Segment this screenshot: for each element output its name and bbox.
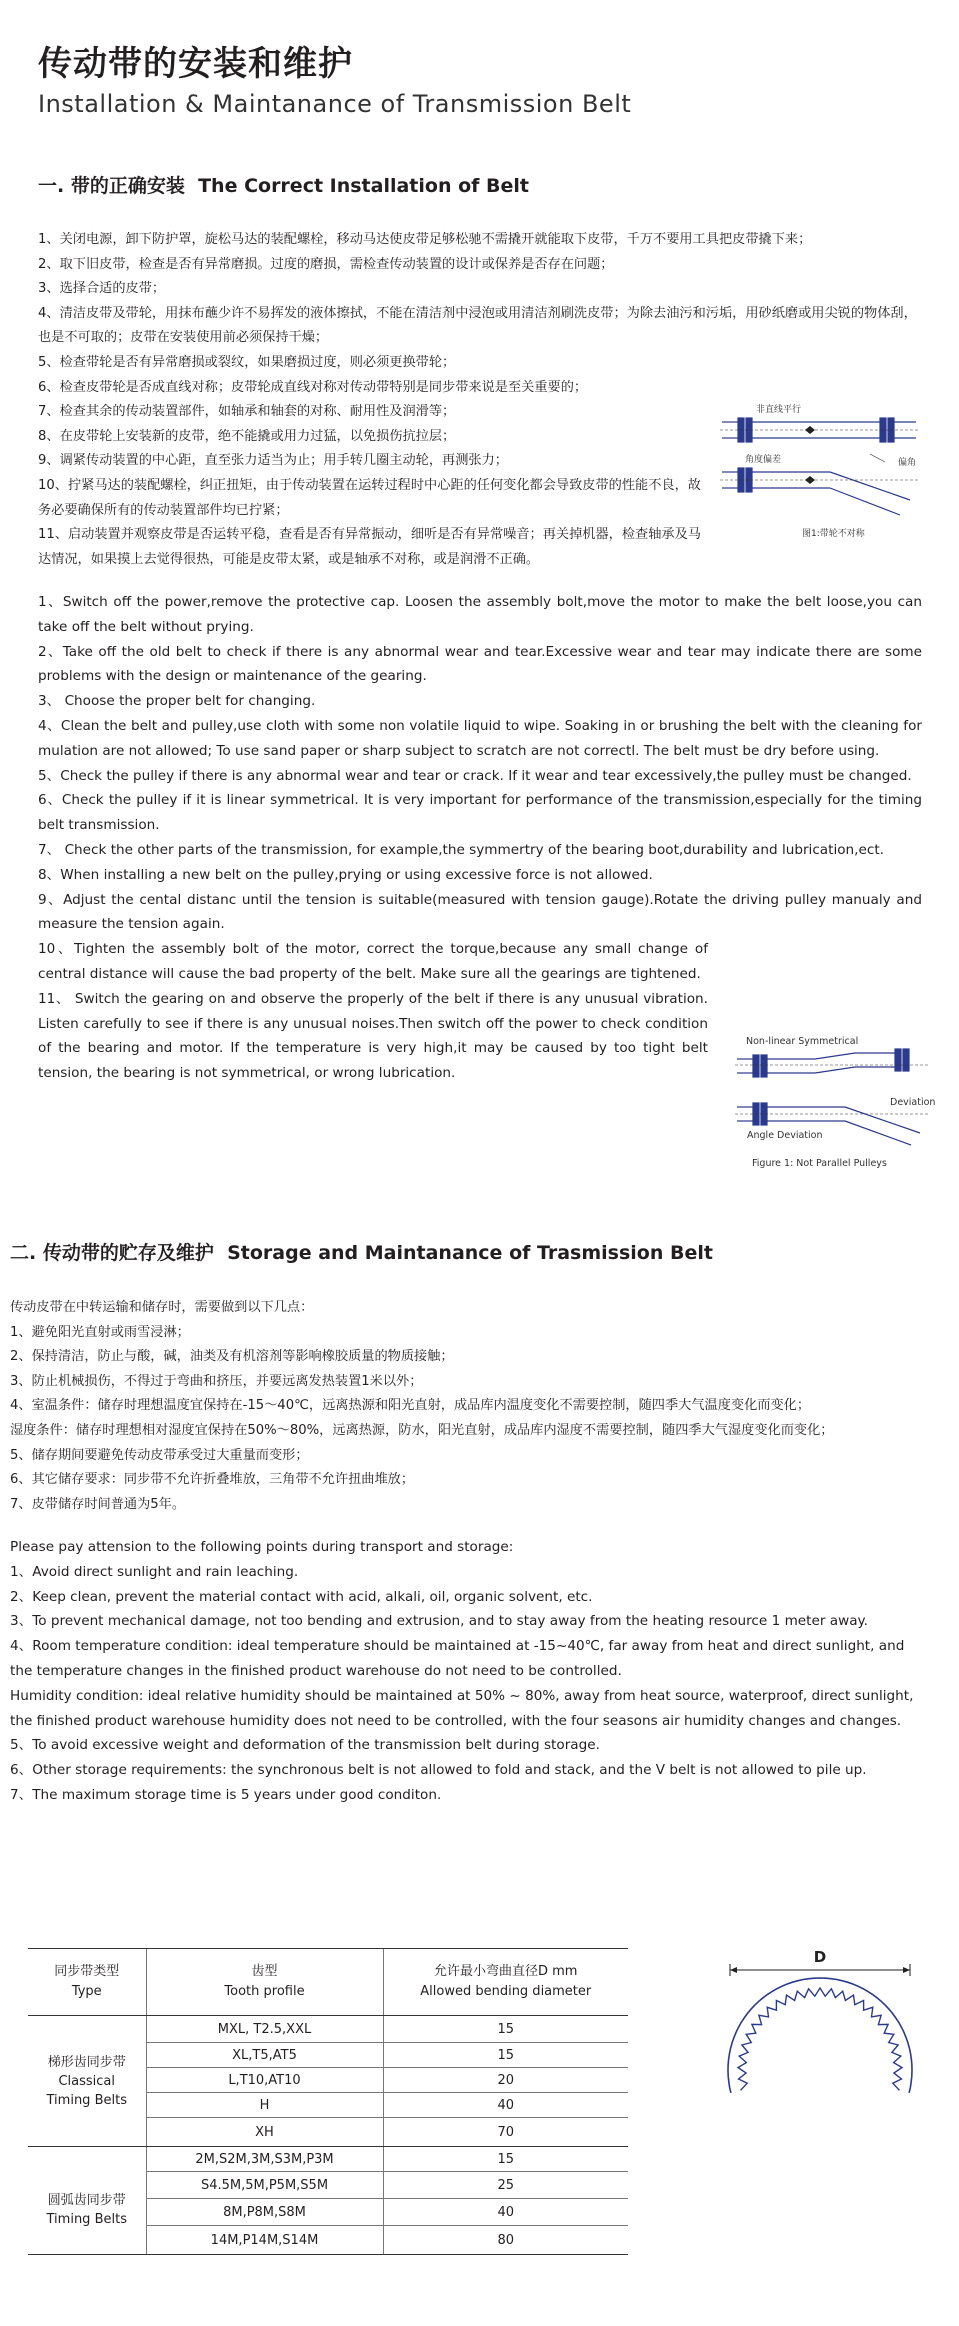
group-name-cn: 梯形齿同步带 [47, 2054, 126, 2070]
list-item: 7、检查其余的传动装置部件，如轴承和轴套的对称、耐用性及润滑等； [38, 404, 456, 420]
profile-cell: XL,T5,AT5 [146, 2043, 383, 2068]
list-item: 1、Switch off the power,remove the protective cap. Loosen the assembly bolt,move the motor to make the belt loose,you can take off the belt without prying. [38, 594, 922, 635]
profile-cell: L,T10,AT10 [146, 2068, 383, 2093]
section2-heading-cn: 二. 传动带的贮存及维护 [10, 1242, 214, 1264]
list-item: 1、Avoid direct sunlight and rain leaching. [10, 1563, 299, 1580]
table-row [28, 2147, 628, 2172]
list-item: 6、检查皮带轮是否成直线对称；皮带轮成直线对称对传动带特别是同步带来说是至关重要的； [38, 379, 588, 395]
list-item: 2、取下旧皮带，检查是否有异常磨损。过度的磨损，需检查传动装置的设计或保养是否存在问题； [38, 256, 614, 272]
list-item: 传动皮带在中转运输和储存时，需要做到以下几点： [10, 1300, 314, 1315]
belt-bending-diagram [710, 1950, 930, 2180]
fig-cn-label-side: 偏角 [898, 458, 917, 468]
section2-heading [10, 1238, 713, 1265]
list-item: 5、Check the pulley if there is any abnormal wear and tear or crack. If it wear and tear excessively,the pulley must be changed. [38, 767, 912, 784]
profile-cell: S4.5M,5M,P5M,S5M [146, 2172, 383, 2199]
group-arc [28, 2147, 146, 2255]
list-item: 8、When installing a new belt on the pulley,prying or using excessive force is not allowed. [38, 866, 653, 883]
list-item: 4、室温条件：储存时理想温度宜保持在-15～40℃，远离热源和阳光直射，成品库内温度变化不需要控制，随四季大气温度变化而变化； [10, 1398, 811, 1414]
list-item: 8、在皮带轮上安装新的皮带，绝不能撬或用力过猛，以免损伤抗拉层； [38, 428, 456, 444]
header-profile-en: Tooth profile [224, 1984, 305, 1999]
profile-cell: 2M,S2M,3M,S3M,P3M [146, 2147, 383, 2172]
diameter-cell: 70 [383, 2118, 628, 2147]
section2-cn-list [10, 1296, 920, 1517]
header-type [28, 1949, 146, 2016]
list-item: 5、检查带轮是否有异常磨损或裂纹，如果磨损过度，则必须更换带轮； [38, 354, 456, 370]
section2-heading-en: Storage and Maintanance of Trasmission Belt [227, 1242, 713, 1264]
list-item: 7、The maximum storage time is 5 years under good conditon. [10, 1786, 442, 1803]
group-name-en: Classical [58, 2073, 116, 2089]
pulley-diagram-cn [720, 400, 920, 540]
fig-en-label-top: Non-linear Symmetrical [746, 1036, 859, 1047]
list-item: 3、 Choose the proper belt for changing. [38, 693, 316, 710]
list-item: 9、Adjust the cental distanc until the tension is suitable(measured with tension gauge).Rotate the driving pulley manualy and measure the tension again. [38, 891, 922, 933]
header-profile-cn: 齿型 [251, 1964, 278, 1979]
list-item: 6、Other storage requirements: the synchronous belt is not allowed to fold and stack, and the V belt is not allowed to pile up. [10, 1762, 867, 1779]
list-item: 4、清洁皮带及带轮，用抹布蘸少许不易挥发的液体擦拭，不能在清洁剂中浸泡或用清洁剂刷洗皮带；为除去油污和污垢，用砂纸磨或用尖锐的物体刮，也是不可取的；皮带在安装使用前必须保持干燥； [38, 305, 917, 346]
list-item: 10、拧紧马达的装配螺栓，纠正扭矩，由于传动装置在运转过程时中心距的任何变化都会导致皮带的性能不良，故务必要确保所有的传动装置部件均已拧紧； [38, 477, 701, 518]
list-item: 6、Check the pulley if it is linear symmetrical. It is very important for performance of the transmission,especially for the timing belt transmission. [38, 792, 922, 834]
list-item: 1、关闭电源，卸下防护罩，旋松马达的装配螺栓，移动马达使皮带足够松驰不需撬开就能取下皮带，千万不要用工具把皮带撬下来； [38, 232, 812, 247]
list-item: 10、Tighten the assembly bolt of the motor, correct the torque,because any small change of central distance will cause the bad property of the belt. Make sure all the gearings are tightened. [38, 941, 708, 982]
header-type-en: Type [71, 1984, 102, 1999]
group-name-en: Timing Belts [46, 2092, 127, 2108]
table-header-row [28, 1949, 628, 2016]
list-item: 3、防止机械损伤，不得过于弯曲和挤压，并要远离发热装置1米以外； [10, 1373, 423, 1389]
header-diameter [383, 1949, 628, 2016]
diameter-cell: 20 [383, 2068, 628, 2093]
list-item: Please pay attension to the following points during transport and storage: [10, 1539, 514, 1555]
list-item: 2、保持清洁，防止与酸，碱，油类及有机溶剂等影响橡胶质量的物质接触； [10, 1349, 454, 1365]
list-item: 2、Take off the old belt to check if there is any abnormal wear and tear.Excessive wear and tear may indicate there are some problems with the design or maintenance of the gearing. [38, 643, 922, 685]
table-row [28, 2016, 628, 2043]
group-classical [28, 2016, 146, 2147]
diameter-cell: 25 [383, 2172, 628, 2199]
belt-teeth [738, 1988, 902, 2090]
list-item: 4、Room temperature condition: ideal temperature should be maintained at -15~40℃, far away from heat and direct sunlight, and the temperature changes in the finished product warehouse do not need to be controlled. [10, 1638, 905, 1679]
header-type-cn: 同步带类型 [54, 1964, 120, 1979]
fig-cn-label-mid: 角度偏差 [745, 455, 782, 465]
list-item: 5、To avoid excessive weight and deformation of the transmission belt during storage. [10, 1737, 600, 1754]
section2-en-list [10, 1535, 922, 1808]
list-item: 7、 Check the other parts of the transmission, for example,the symmertry of the bearing boot,durability and lubrication,ect. [38, 841, 884, 858]
section1-heading-en: The Correct Installation of Belt [198, 175, 529, 197]
profile-cell: XH [146, 2118, 383, 2147]
list-item: 3、选择合适的皮带； [38, 281, 166, 297]
diameter-cell: 15 [383, 2147, 628, 2172]
list-item: 7、皮带储存时间普通为5年。 [10, 1496, 186, 1512]
fig-en-caption: Figure 1: Not Parallel Pulleys [752, 1158, 887, 1169]
profile-cell: MXL, T2.5,XXL [146, 2016, 383, 2043]
page-title-en: Installation & Maintanance of Transmission Belt [38, 90, 632, 118]
list-item: Humidity condition: ideal relative humidity should be maintained at 50% ~ 80%, away from heat source, waterproof, direct sunlight, the finished product warehouse humidity does not need to be controlled, with the four seasons air humidity changes and changes. [10, 1687, 914, 1729]
profile-cell: 8M,P8M,S8M [146, 2199, 383, 2226]
group-name-cn: 圆弧齿同步带 [47, 2192, 126, 2208]
header-profile [146, 1949, 383, 2016]
diameter-label: D [813, 1950, 827, 1966]
list-item: 11、启动装置并观察皮带是否运转平稳，查看是否有异常振动，细听是否有异常噪音；再关掉机器，检查轴承及马达情况，如果摸上去觉得很热，可能是皮带太紧，或是轴承不对称，或是润滑不正确。 [38, 527, 701, 567]
list-item: 湿度条件：储存时理想相对湿度宜保持在50%～80%，远离热源，防水，阳光直射，成品库内湿度不需要控制，随四季大气湿度变化而变化； [10, 1422, 834, 1438]
group-name-en: Timing Belts [46, 2211, 127, 2227]
list-item: 3、To prevent mechanical damage, not too bending and extrusion, and to stay away from the heating resource 1 meter away. [10, 1613, 868, 1630]
list-item: 1、避免阳光直射或雨雪浸淋； [10, 1324, 190, 1340]
list-item: 5、储存期间要避免传动皮带承受过大重量而变形； [10, 1447, 309, 1463]
fig-cn-caption: 图1:带轮不对称 [802, 529, 865, 539]
list-item: 9、调紧传动装置的中心距，直至张力适当为止；用手转几圈主动轮，再测张力； [38, 453, 508, 469]
diameter-cell: 40 [383, 2199, 628, 2226]
list-item: 4、Clean the belt and pulley,use cloth with some non volatile liquid to wipe. Soaking in or brushing the belt with the cleaning for mulation are not allowed; To use sand paper or sharp subject to scratch are not correctl. The belt must be dry before using. [38, 717, 922, 759]
diameter-cell: 40 [383, 2093, 628, 2118]
list-item: 6、其它储存要求：同步带不允许折叠堆放，三角带不允许扭曲堆放； [10, 1472, 415, 1488]
page-title-cn: 传动带的安装和维护 [38, 44, 353, 84]
section1-heading [38, 171, 529, 198]
fig-en-label-angle: Angle Deviation [747, 1130, 823, 1141]
profile-cell: 14M,P14M,S14M [146, 2226, 383, 2255]
header-diameter-cn: 允许最小弯曲直径D mm [434, 1964, 578, 1979]
diameter-cell: 15 [383, 2016, 628, 2043]
section1-heading-cn: 一. 带的正确安装 [38, 175, 185, 197]
profile-cell: H [146, 2093, 383, 2118]
diameter-cell: 15 [383, 2043, 628, 2068]
list-item: 2、Keep clean, prevent the material contact with acid, alkali, oil, organic solvent, etc. [10, 1588, 593, 1605]
belt-outer-edge [728, 1978, 912, 2093]
section1-en-list [38, 590, 922, 1086]
header-diameter-en: Allowed bending diameter [420, 1984, 592, 1999]
diameter-cell: 80 [383, 2226, 628, 2255]
fig-en-label-dev: Deviation [890, 1097, 936, 1108]
bending-diameter-table [28, 1948, 628, 2255]
belt-arc [728, 1978, 912, 2093]
fig-cn-label-top: 非直线平行 [756, 405, 802, 415]
list-item: 11、 Switch the gearing on and observe the properly of the belt if there is any unusual vibration. Listen carefully to see if there is any unusual noises.Then switch off the power to check condition of the bearing and motor. If the temperature is very high,it may be caused by too tight belt tension, the bearing is not symmetrical, or wrong lubrication. [38, 990, 708, 1082]
